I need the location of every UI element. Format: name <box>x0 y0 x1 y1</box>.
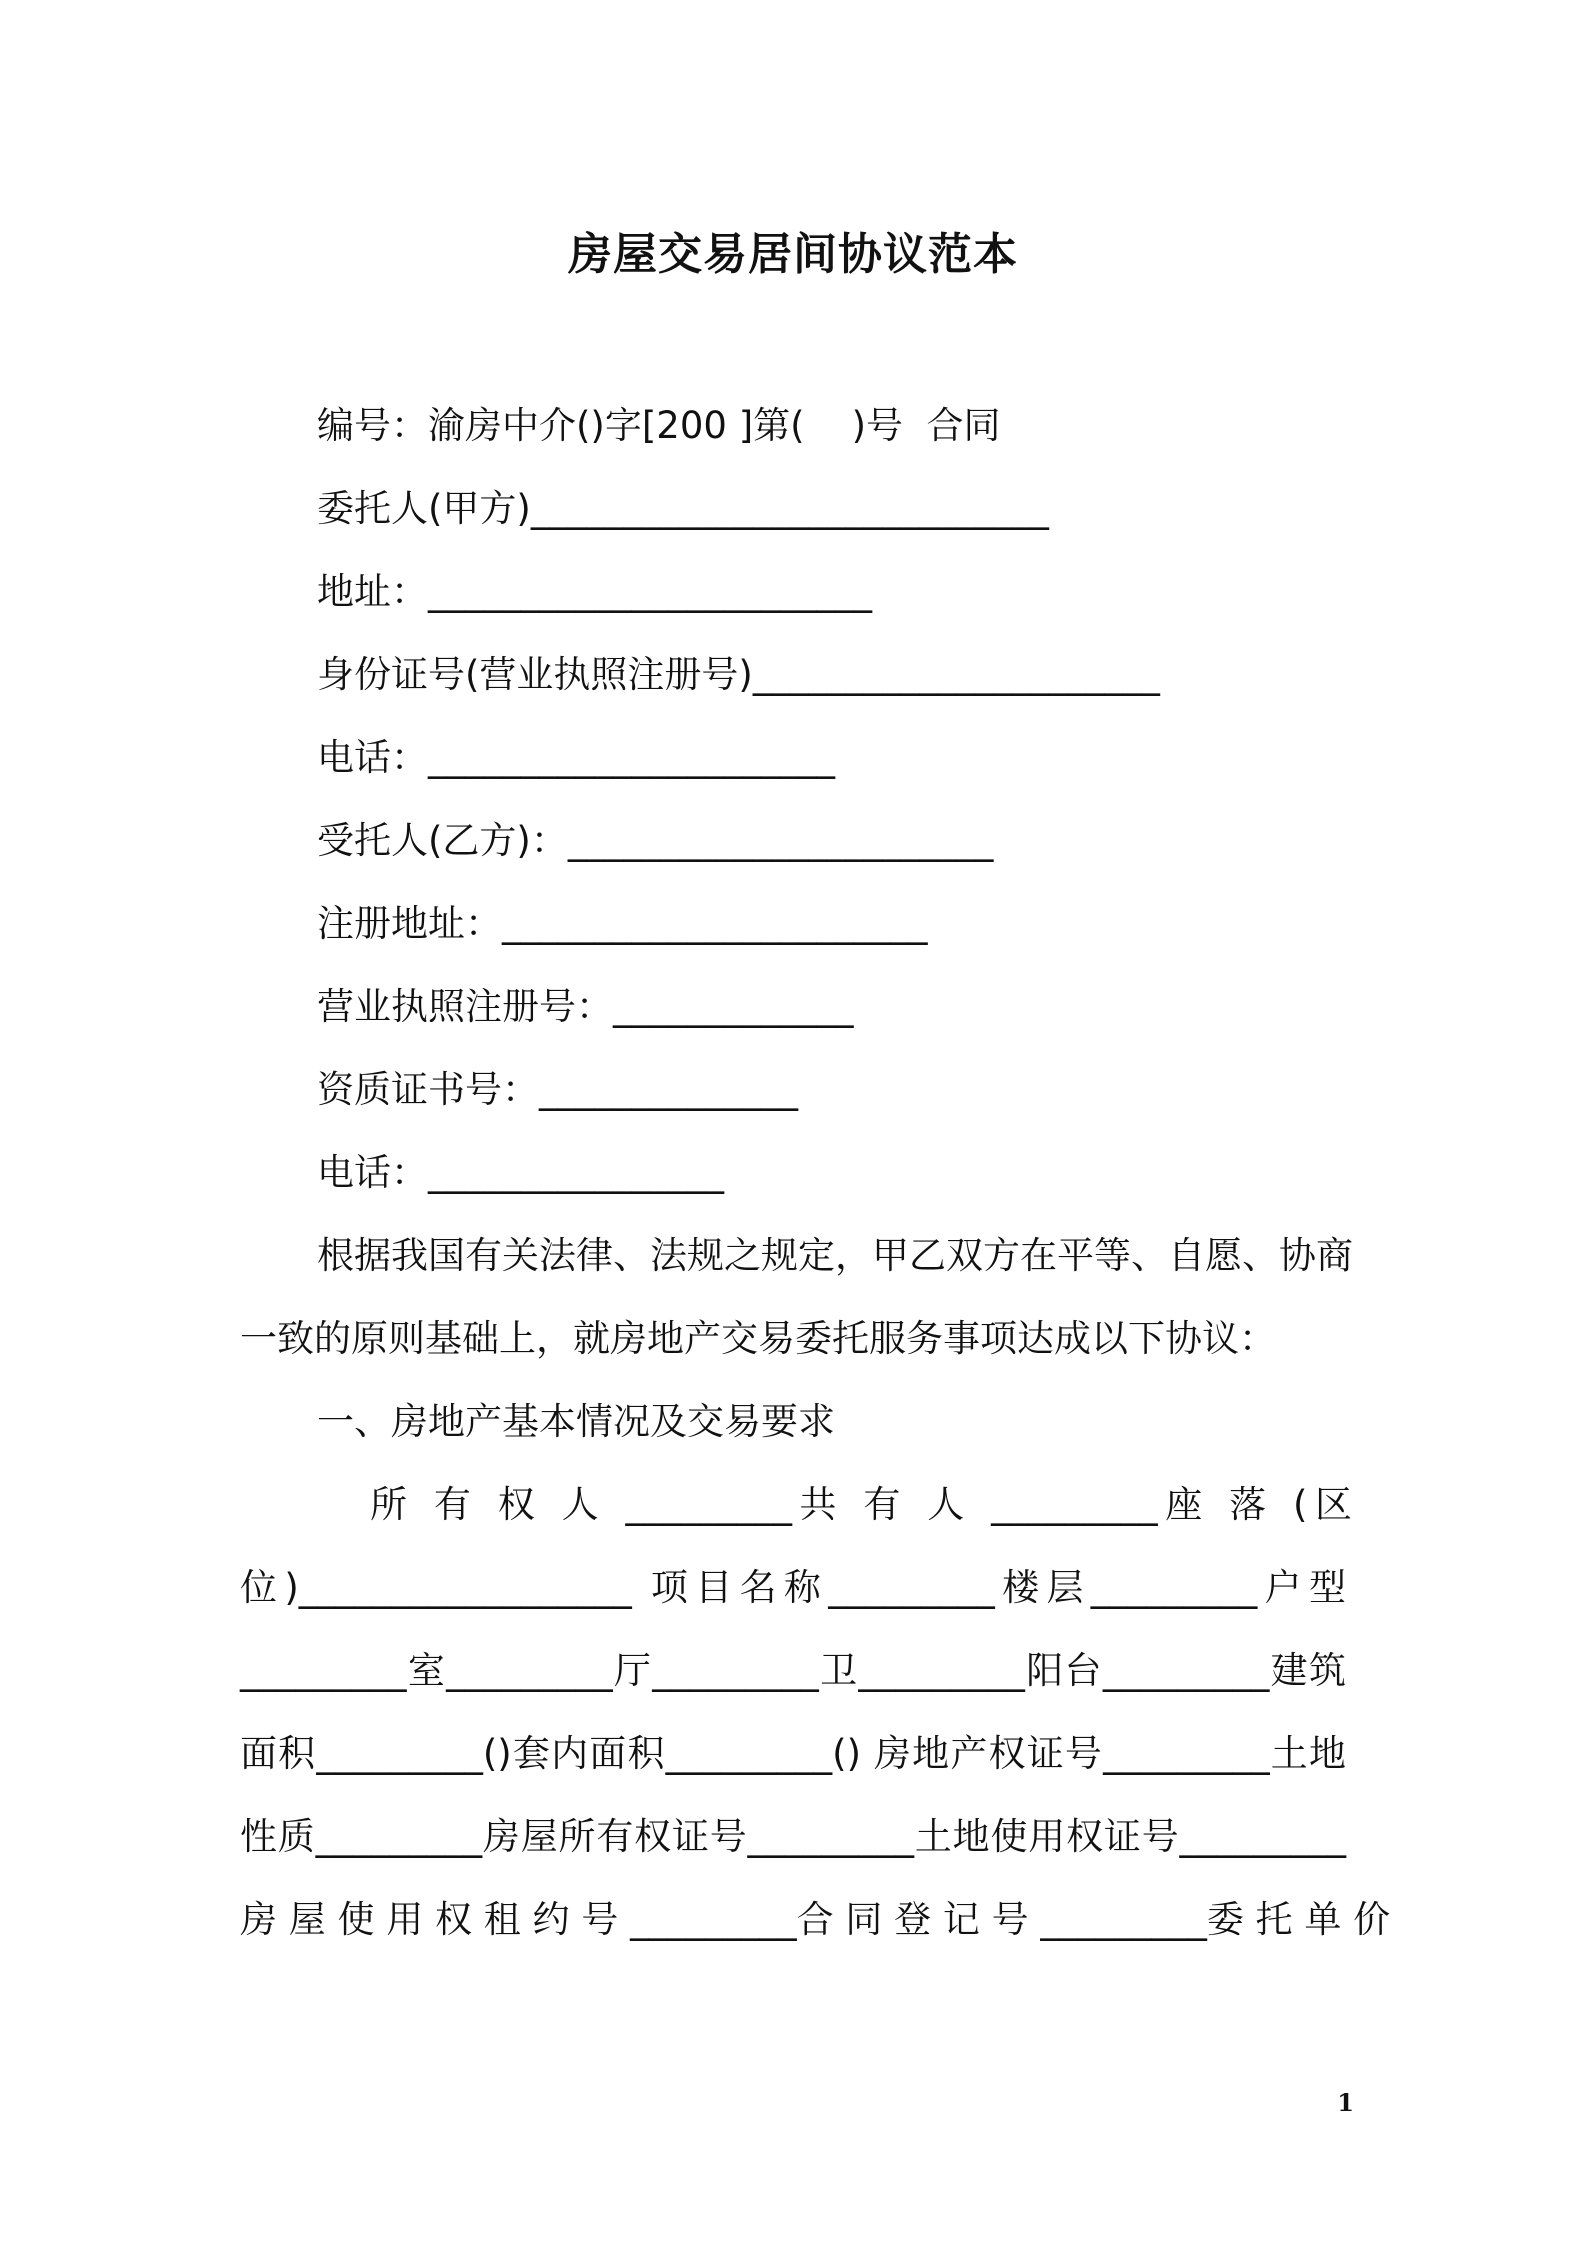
agent-certificate-line: 资质证书号：______________ <box>317 1068 798 1111</box>
section-1-line-5: 性质_________房屋所有权证号_________土地使用权证号_________ <box>240 1815 1346 1858</box>
agent-license-line: 营业执照注册号：_____________ <box>317 985 854 1028</box>
principal-id-line: 身份证号(营业执照注册号)______________________ <box>317 653 1160 696</box>
section-1-line-1: 所 有 权 人 _________共 有 人 _________座 落 (区 <box>370 1483 1352 1526</box>
section-1-line-6: 房 屋 使 用 权 租 约 号 _________合 同 登 记 号 _________委 托 单 价 <box>240 1898 1391 1941</box>
agent-phone-line: 电话：________________ <box>317 1151 724 1194</box>
principal-address-line: 地址：________________________ <box>317 570 872 613</box>
intro-line-2: 一致的原则基础上，就房地产交易委托服务事项达成以下协议： <box>240 1317 1276 1360</box>
intro-line-1: 根据我国有关法律、法规之规定，甲乙双方在平等、自愿、协商 <box>317 1234 1353 1277</box>
section-1-line-3: _________室_________厅_________卫_________阳台_________建筑 <box>240 1649 1346 1692</box>
contract-number-line: 编号：渝房中介()字[200 ]第( )号 合同 <box>317 404 1001 447</box>
principal-phone-line: 电话：______________________ <box>317 736 835 779</box>
section-1-line-4: 面积_________()套内面积_________() 房地产权证号_________土地 <box>240 1732 1346 1775</box>
document-title: 房屋交易居间协议范本 <box>568 229 1018 280</box>
section-1-heading: 一、房地产基本情况及交易要求 <box>317 1400 835 1443</box>
page-number: 1 <box>1337 2088 1354 2117</box>
section-1-line-2: 位)__________________ 项目名称_________楼层_________户型 <box>240 1566 1346 1609</box>
principal-line: 委托人(甲方)____________________________ <box>317 487 1049 530</box>
agent-line: 受托人(乙方)：_______________________ <box>317 819 994 862</box>
agent-address-line: 注册地址：_______________________ <box>317 902 928 945</box>
